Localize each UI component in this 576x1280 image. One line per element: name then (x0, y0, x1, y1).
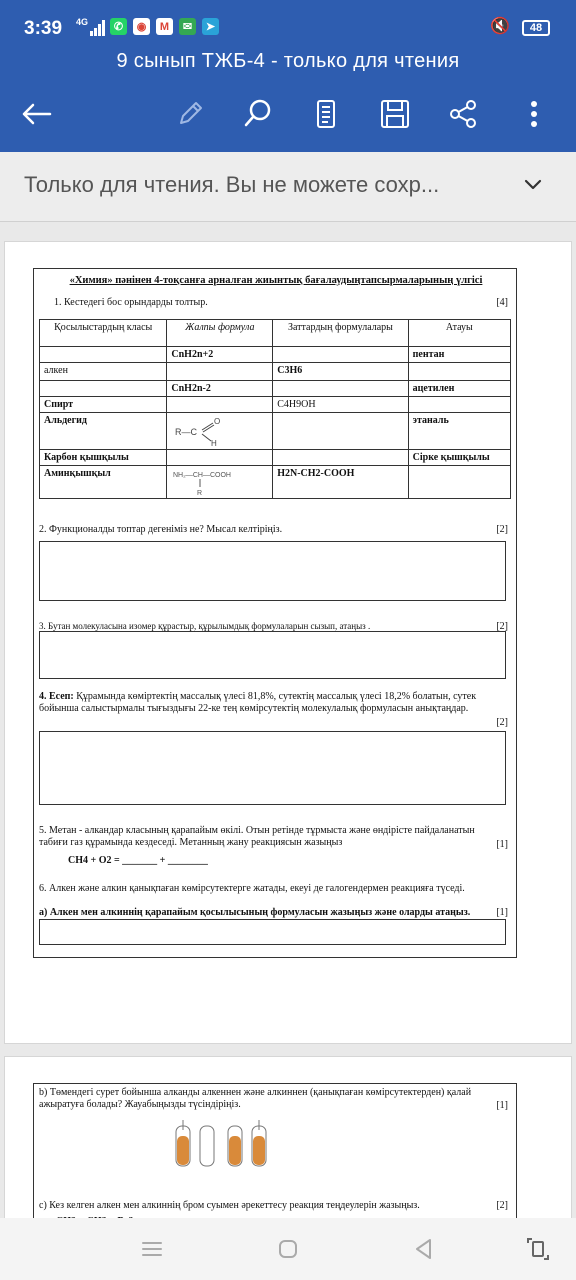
question-4-text: Құрамында көміртектің массалық үлесі 81,8%, сутектің массалық үлесі 18,2% болатын, сутек бойынша салыстырмалы тығыздығы 22-ке тең көмірсутектің молекулалық формуласын анықтаңдар. (39, 691, 477, 714)
mute-icon: 🔇 (490, 18, 510, 35)
table-row (40, 347, 511, 363)
question-6a: а) Алкен мен алкиннің қарапайым қосылысының формуласын жазыңыз және оларды атаңыз. (39, 907, 471, 918)
table-cell (167, 363, 273, 381)
network-type: 4G (76, 17, 89, 27)
table-cell: Карбон қышқылы (40, 450, 167, 466)
question-1: 1. Кестедегі бос орындарды толтыр. (54, 297, 208, 308)
search-icon[interactable] (240, 96, 276, 132)
table-row (40, 466, 511, 499)
svg-text:H: H (211, 439, 218, 447)
question-4-mark: [2] (496, 717, 508, 728)
status-time: 3:39 (24, 18, 63, 39)
telegram-icon: ➤ (202, 18, 219, 35)
more-vert-icon[interactable] (516, 96, 552, 132)
rotate-icon[interactable] (522, 1233, 554, 1265)
back-icon[interactable] (408, 1233, 440, 1265)
table-cell: алкен (40, 363, 167, 381)
aldehyde-structure (167, 413, 273, 450)
table-cell: C4H9OH (273, 397, 408, 413)
amino-acid-structure (167, 466, 273, 499)
question-b: b) Төмендегі сурет бойынша алканды алкеннен және алкиннен (қанықпаған көмірсутектерден) қалай ажыратуға болады? Жауабыңызды түсіндіріңіз. (39, 1087, 472, 1110)
question-4 (39, 691, 511, 715)
share-icon[interactable] (445, 96, 481, 132)
answer-box-6a[interactable] (39, 919, 506, 945)
question-b-mark: [1] (496, 1100, 508, 1111)
svg-text:NH₂—CH—COOH: NH₂—CH—COOH (173, 472, 232, 479)
table-cell (40, 381, 167, 397)
table-cell (408, 397, 510, 413)
question-c: c) Кез келген алкен мен алкиннің бром суымен әрекеттесу реакция теңдеулерін жазыңыз. (39, 1200, 420, 1211)
table-cell (273, 413, 408, 450)
question-3-mark: [2] (496, 621, 508, 632)
svg-text:R: R (197, 490, 203, 496)
question-2: 2. Функционалды топтар дегеніміз не? Мысал келтіріңіз. (39, 524, 283, 535)
table-cell (408, 466, 510, 499)
question-2-mark: [2] (496, 524, 508, 535)
chrome-icon: ◉ (133, 18, 150, 35)
table-cell: Сірке қышқылы (408, 450, 510, 466)
question-5-equation: CH4 + O2 = _______ + ________ (68, 855, 208, 866)
chevron-down-icon[interactable] (520, 172, 546, 198)
question-1-mark: [4] (496, 297, 508, 308)
answer-box-2[interactable] (39, 541, 506, 601)
table-cell: пентан (408, 347, 510, 363)
table-cell: этаналь (408, 413, 510, 450)
toolbar (0, 90, 576, 138)
gmail-icon: M (156, 18, 173, 35)
table-cell: CnH2n+2 (167, 347, 273, 363)
table-cell: C3H6 (273, 363, 408, 381)
table-row (40, 450, 511, 466)
test-tubes-image (172, 1120, 272, 1172)
table-row (40, 381, 511, 397)
table-header-row (40, 320, 511, 347)
worksheet-title: «Химия» пәнінен 4-тоқсанға арналған жиынтық бағалаудыңтапсырмаларының үлгісі (69, 275, 483, 286)
table-row (40, 397, 511, 413)
question-4-lead: 4. Есеп: (39, 691, 74, 702)
fill-table (39, 319, 511, 499)
recent-apps-icon[interactable] (136, 1233, 168, 1265)
table-cell: H2N-CH2-COOH (273, 466, 408, 499)
table-cell: Аминқышқыл (40, 466, 167, 499)
table-cell (273, 450, 408, 466)
reading-view-icon[interactable] (308, 96, 344, 132)
android-nav-bar (0, 1218, 576, 1280)
table-cell: Спирт (40, 397, 167, 413)
whatsapp-icon: ✆ (110, 18, 127, 35)
message-icon: ✉ (179, 18, 196, 35)
read-only-banner[interactable] (0, 152, 576, 222)
app-header (0, 0, 576, 152)
question-5: 5. Метан - алкандар класының қарапайым өкілі. Отын ретінде тұрмыста және өндірісте пайдаланатын табиғи газ құрамында кездеседі. Метанның жану реакциясын жазыңыз (39, 825, 475, 848)
svg-text:O: O (214, 417, 221, 426)
save-icon[interactable] (377, 96, 413, 132)
home-icon[interactable] (272, 1233, 304, 1265)
table-cell (408, 363, 510, 381)
table-header: Заттардың формулалары (273, 320, 408, 347)
question-3: 3. Бутан молекуласына изомер құрастыр, құрылымдық формулаларын сызып, атаңыз . (39, 621, 371, 631)
back-arrow-icon[interactable] (18, 96, 54, 132)
question-c-mark: [2] (496, 1200, 508, 1211)
banner-text: Только для чтения. Вы не можете сохр... (24, 172, 440, 197)
question-6: 6. Алкен және алкин қанықпаған көмірсутектерге жатады, екеуі де галогендермен реакцияға түседі. (39, 883, 465, 894)
signal-icon (90, 20, 104, 36)
table-cell (167, 450, 273, 466)
table-cell: CnH2n-2 (167, 381, 273, 397)
pen-icon[interactable] (172, 96, 208, 132)
battery-icon: 48 (522, 20, 550, 36)
table-header: Жалпы формула (167, 320, 273, 347)
table-cell (167, 397, 273, 413)
table-row (40, 363, 511, 381)
question-5-mark: [1] (496, 839, 508, 850)
table-header: Атауы (408, 320, 510, 347)
document-title: 9 сынып ТЖБ-4 - только для чтения (116, 50, 460, 72)
status-bar (0, 0, 576, 46)
svg-text:R—C: R—C (175, 427, 198, 437)
answer-box-4[interactable] (39, 731, 506, 805)
worksheet-frame (33, 268, 517, 958)
table-row (40, 413, 511, 450)
answer-box-3[interactable] (39, 631, 506, 679)
table-header: Қосылыстардың класы (40, 320, 167, 347)
document-page (4, 241, 572, 1044)
table-cell: ацетилен (408, 381, 510, 397)
table-cell (273, 347, 408, 363)
question-6a-mark: [1] (496, 907, 508, 918)
table-cell (40, 347, 167, 363)
table-cell (273, 381, 408, 397)
table-cell: Альдегид (40, 413, 167, 450)
